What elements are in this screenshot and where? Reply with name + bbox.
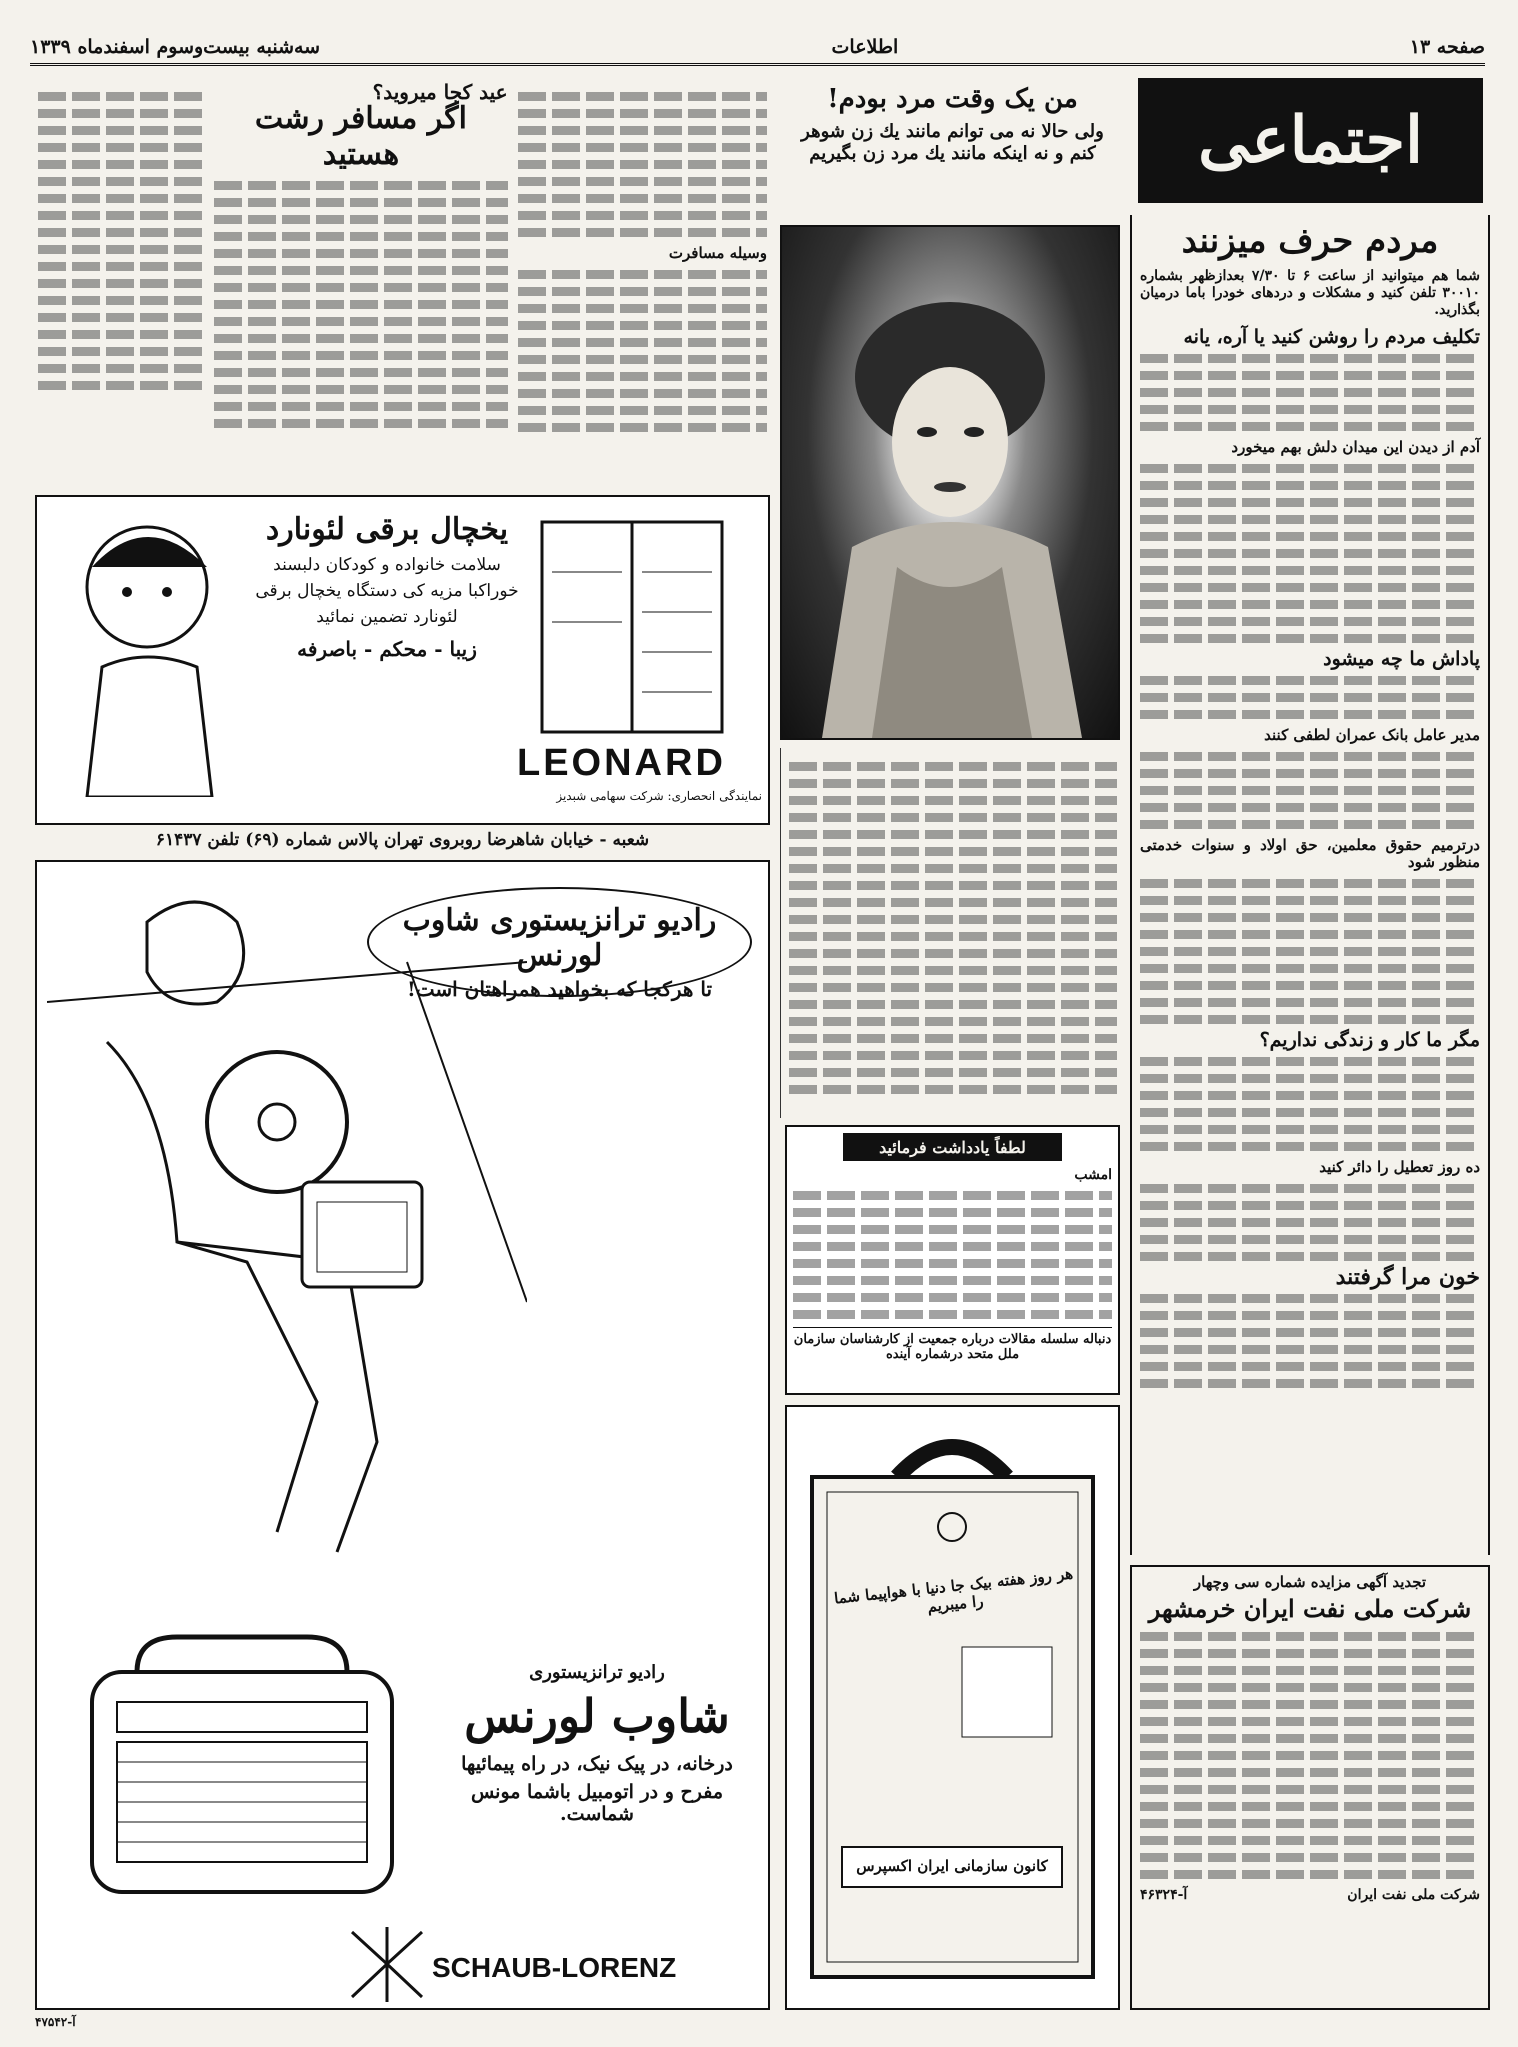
text-line (789, 983, 1117, 992)
fridge-line-2: خوراکبا مزیه کی دستگاه یخچال برقی (255, 581, 519, 601)
text-line (38, 211, 204, 220)
text-line (38, 364, 204, 373)
text-line (1140, 405, 1480, 414)
text-line (1140, 1802, 1480, 1811)
text-line (518, 228, 767, 237)
text-line (1140, 1700, 1480, 1709)
text-line (1140, 481, 1480, 490)
schaub-lorenz-radio-ad (35, 860, 770, 2010)
text-line (1140, 1252, 1480, 1261)
text-line (1140, 998, 1480, 1007)
text-line (789, 898, 1117, 907)
page-number: صفحه ۱۳ (1409, 35, 1485, 58)
text-line (1140, 600, 1480, 609)
fridge-line-3: لئونارد تضمین نمائید (316, 607, 458, 627)
text-line (38, 279, 204, 288)
text-line (793, 1191, 1112, 1200)
radio-subtitle: تا هرکجا که بخواهید همراهتان است! (406, 977, 713, 1001)
text-line (1140, 676, 1480, 685)
text-line (1140, 1785, 1480, 1794)
text-line (1140, 498, 1480, 507)
text-line (38, 160, 204, 169)
notes-box (785, 1125, 1120, 1395)
radio-title: رادیو ترانزیستوری شاوب لورنس (402, 903, 717, 973)
text-line (1140, 1836, 1480, 1845)
text-line (1140, 1683, 1480, 1692)
text-line (38, 126, 204, 135)
text-line (793, 1276, 1112, 1285)
issue-date: سه‌شنبه بیست‌وسوم اسفندماه ۱۳۳۹ (30, 35, 321, 58)
text-line (518, 270, 767, 279)
text-line (789, 1000, 1117, 1009)
text-line (789, 881, 1117, 890)
text-line (789, 813, 1117, 822)
text-line (214, 368, 507, 377)
page-header (30, 30, 1485, 66)
fridge-title: یخچال برقی لئونارد (265, 512, 509, 547)
text-line (1140, 1184, 1480, 1193)
text-line (518, 126, 767, 135)
text-line (1140, 1870, 1480, 1879)
auction-footer-org: شرکت ملی نفت ایران (1347, 1886, 1480, 1903)
text-line (1140, 769, 1480, 778)
text-line (793, 1310, 1112, 1319)
text-line (1140, 1057, 1480, 1066)
text-line (789, 932, 1117, 941)
story-header (780, 78, 1125, 218)
people-talk-title: مردم حرف میزنند (1181, 221, 1439, 261)
travel-ad (785, 1405, 1120, 2010)
text-line (214, 232, 507, 241)
text-line (1140, 710, 1480, 719)
text-line (1140, 566, 1480, 575)
woman-in-car-illustration (47, 882, 527, 1562)
fridge-illustration (532, 512, 732, 742)
item-title: خون مرا گرفتند (1335, 1263, 1480, 1290)
text-line (1140, 1819, 1480, 1828)
text-line (1140, 549, 1480, 558)
text-line (793, 1242, 1112, 1251)
fridge-branch: شعبه - خیابان شاهرضا روبروی تهران پالاس شماره (۶۹) تلفن ۶۱۴۳۷ (155, 830, 650, 850)
text-line (789, 864, 1117, 873)
text-line (1140, 422, 1480, 431)
woman-fur-coat-photo (780, 225, 1120, 740)
text-line (1140, 1362, 1480, 1371)
rasht-title: اگر مسافر رشت هستید (254, 101, 467, 172)
text-line (789, 1034, 1117, 1043)
text-line (789, 1017, 1117, 1026)
text-line (518, 389, 767, 398)
radio-small-title: رادیو ترانزیستوری (529, 1662, 665, 1683)
text-line (789, 1068, 1117, 1077)
text-line (38, 143, 204, 152)
text-line (214, 402, 507, 411)
text-line (789, 830, 1117, 839)
text-line (1140, 388, 1480, 397)
rasht-kicker: عید کجا میروید؟ (372, 80, 508, 104)
story-body (780, 748, 1125, 1118)
text-line (518, 338, 767, 347)
text-line (518, 355, 767, 364)
text-line (1140, 1108, 1480, 1117)
text-line (1140, 1074, 1480, 1083)
text-line (1140, 1235, 1480, 1244)
travel-brand: کانون سازمانی ایران اکسپرس (856, 1857, 1048, 1875)
text-line (38, 92, 204, 101)
text-line (1140, 820, 1480, 829)
text-line (793, 1225, 1112, 1234)
auction-notice (1130, 1565, 1490, 2010)
notes-tonight: امشب (1074, 1167, 1112, 1183)
text-line (38, 347, 204, 356)
people-talk-column (1130, 215, 1490, 1555)
text-line (518, 321, 767, 330)
fridge-line-1: سلامت خانواده و کودکان دلبسند (273, 555, 501, 575)
item-title: مگر ما کار و زندگی نداریم؟ (1259, 1028, 1480, 1051)
text-line (1140, 786, 1480, 795)
text-line (1140, 803, 1480, 812)
text-line (1140, 913, 1480, 922)
child-illustration (47, 507, 247, 797)
text-line (1140, 964, 1480, 973)
fridge-agent: نمایندگی انحصاری: شرکت سهامی شبدیز (556, 789, 762, 803)
text-line (789, 762, 1117, 771)
text-line (38, 194, 204, 203)
text-line (1140, 1311, 1480, 1320)
text-line (214, 249, 507, 258)
text-line (518, 406, 767, 415)
radio-illustration (77, 1632, 407, 1932)
text-line (1140, 1091, 1480, 1100)
text-line (1140, 1853, 1480, 1862)
text-line (38, 109, 204, 118)
leonard-fridge-ad (35, 495, 770, 825)
text-line (1140, 1294, 1480, 1303)
schaub-lorenz-logo-icon (347, 1927, 427, 2002)
text-line (1140, 1632, 1480, 1641)
text-line (1140, 634, 1480, 643)
auction-org: شرکت ملی نفت ایران خرمشهر (1148, 1594, 1472, 1623)
text-line (789, 966, 1117, 975)
item-title: ده روز تعطیل را دائر کنید (1319, 1157, 1480, 1176)
text-line (518, 160, 767, 169)
radio-ad-code: آ-۴۷۵۴۲ (35, 2015, 76, 2029)
text-line (1140, 515, 1480, 524)
text-line (38, 381, 204, 390)
text-line (789, 949, 1117, 958)
text-line (518, 304, 767, 313)
text-line (789, 779, 1117, 788)
text-line (38, 262, 204, 271)
text-line (518, 109, 767, 118)
text-line (518, 177, 767, 186)
text-line (214, 300, 507, 309)
text-line (38, 313, 204, 322)
text-line (793, 1259, 1112, 1268)
text-line (1140, 583, 1480, 592)
item-title: پاداش ما چه میشود (1323, 647, 1480, 670)
text-line (214, 266, 507, 275)
text-line (1140, 354, 1480, 363)
text-line (38, 245, 204, 254)
text-line (518, 92, 767, 101)
text-line (789, 796, 1117, 805)
text-line (214, 181, 507, 190)
travel-tagline: هر روز هفته بیک جا دنیا با هواپیما شما را میبریم (833, 1564, 1074, 1616)
text-line (214, 215, 507, 224)
story-title-1: من یک وقت مرد بودم! (827, 84, 1078, 114)
item-title: تکلیف مردم را روشن کنید یا آره، یانه (1183, 325, 1480, 348)
newspaper-name: اطلاعات (831, 35, 899, 58)
schaub-lorenz-logo: SCHAUB-LORENZ (432, 1952, 677, 1983)
text-line (1140, 879, 1480, 888)
text-line (1140, 1201, 1480, 1210)
radio-tagline-2: مفرح و در اتومبیل باشما مونس شماست. (470, 1781, 724, 1825)
text-line (1140, 1649, 1480, 1658)
text-line (1140, 1751, 1480, 1760)
people-talk-intro: شما هم میتوانید از ساعت ۶ تا ۷/۳۰ بعدازظهر بشماره ۳۰۰۱۰ تلفن کنید و مشکلات و دردهای خودرا باما درمیان بگذارید. (1140, 267, 1480, 318)
text-line (1140, 617, 1480, 626)
auction-title: تجدید آگهی مزایده شماره سی وچهار (1193, 1573, 1427, 1591)
text-line (789, 1051, 1117, 1060)
text-line (1140, 1379, 1480, 1388)
leonard-logo: LEONARD (517, 742, 726, 784)
notes-title: لطفاً یادداشت فرمائید (843, 1133, 1062, 1161)
item-title: درترمیم حقوق معلمین، حق اولاد و سنوات خدمتی منظور شود (1140, 835, 1480, 871)
text-line (518, 211, 767, 220)
item-title: مدیر عامل بانک عمران لطفی کنند (1264, 725, 1480, 744)
text-line (1140, 532, 1480, 541)
item-title: آدم از دیدن این میدان دلش بهم میخورد (1231, 437, 1480, 456)
notes-footer: دنباله سلسله مقالات درباره جمعیت از کارشناسان سازمان ملل متحد درشماره آینده (793, 1327, 1112, 1362)
rasht-subhead: وسیله مسافرت (668, 244, 767, 262)
text-line (789, 1085, 1117, 1094)
text-line (518, 423, 767, 432)
text-line (1140, 1734, 1480, 1743)
text-line (38, 330, 204, 339)
text-line (214, 317, 507, 326)
text-line (1140, 981, 1480, 990)
text-line (793, 1293, 1112, 1302)
text-line (789, 847, 1117, 856)
text-line (1140, 464, 1480, 473)
rasht-article (30, 78, 775, 488)
text-line (518, 372, 767, 381)
text-line (793, 1208, 1112, 1217)
text-line (1140, 930, 1480, 939)
text-line (1140, 1768, 1480, 1777)
text-line (1140, 1142, 1480, 1151)
text-line (214, 419, 507, 428)
text-line (38, 177, 204, 186)
text-line (1140, 896, 1480, 905)
section-title: اجتماعی (1138, 78, 1483, 203)
text-line (214, 334, 507, 343)
text-line (38, 296, 204, 305)
text-line (789, 915, 1117, 924)
text-line (214, 283, 507, 292)
text-line (38, 228, 204, 237)
text-line (1140, 693, 1480, 702)
text-line (518, 287, 767, 296)
auction-footer-code: آ-۴۶۳۲۴ (1140, 1886, 1188, 1903)
text-line (214, 198, 507, 207)
text-line (1140, 1345, 1480, 1354)
text-line (1140, 947, 1480, 956)
text-line (518, 143, 767, 152)
text-line (1140, 371, 1480, 380)
text-line (1140, 1328, 1480, 1337)
story-title-2: ولی حالا نه می توانم مانند یك زن شوهر کنم و نه اینکه مانند یك مرد زن بگیریم (801, 121, 1104, 164)
text-line (1140, 1717, 1480, 1726)
text-line (214, 385, 507, 394)
text-line (518, 194, 767, 203)
fridge-slogan: زیبا - محکم - باصرفه (297, 637, 477, 661)
radio-brand-fa: شاوب لورنس (464, 1689, 730, 1743)
text-line (214, 351, 507, 360)
text-line (1140, 1218, 1480, 1227)
text-line (1140, 1125, 1480, 1134)
text-line (1140, 1015, 1480, 1024)
text-line (1140, 752, 1480, 761)
text-line (1140, 1666, 1480, 1675)
radio-tagline-1: درخانه، در پیک نیک، در راه پیمائیها (461, 1753, 733, 1775)
